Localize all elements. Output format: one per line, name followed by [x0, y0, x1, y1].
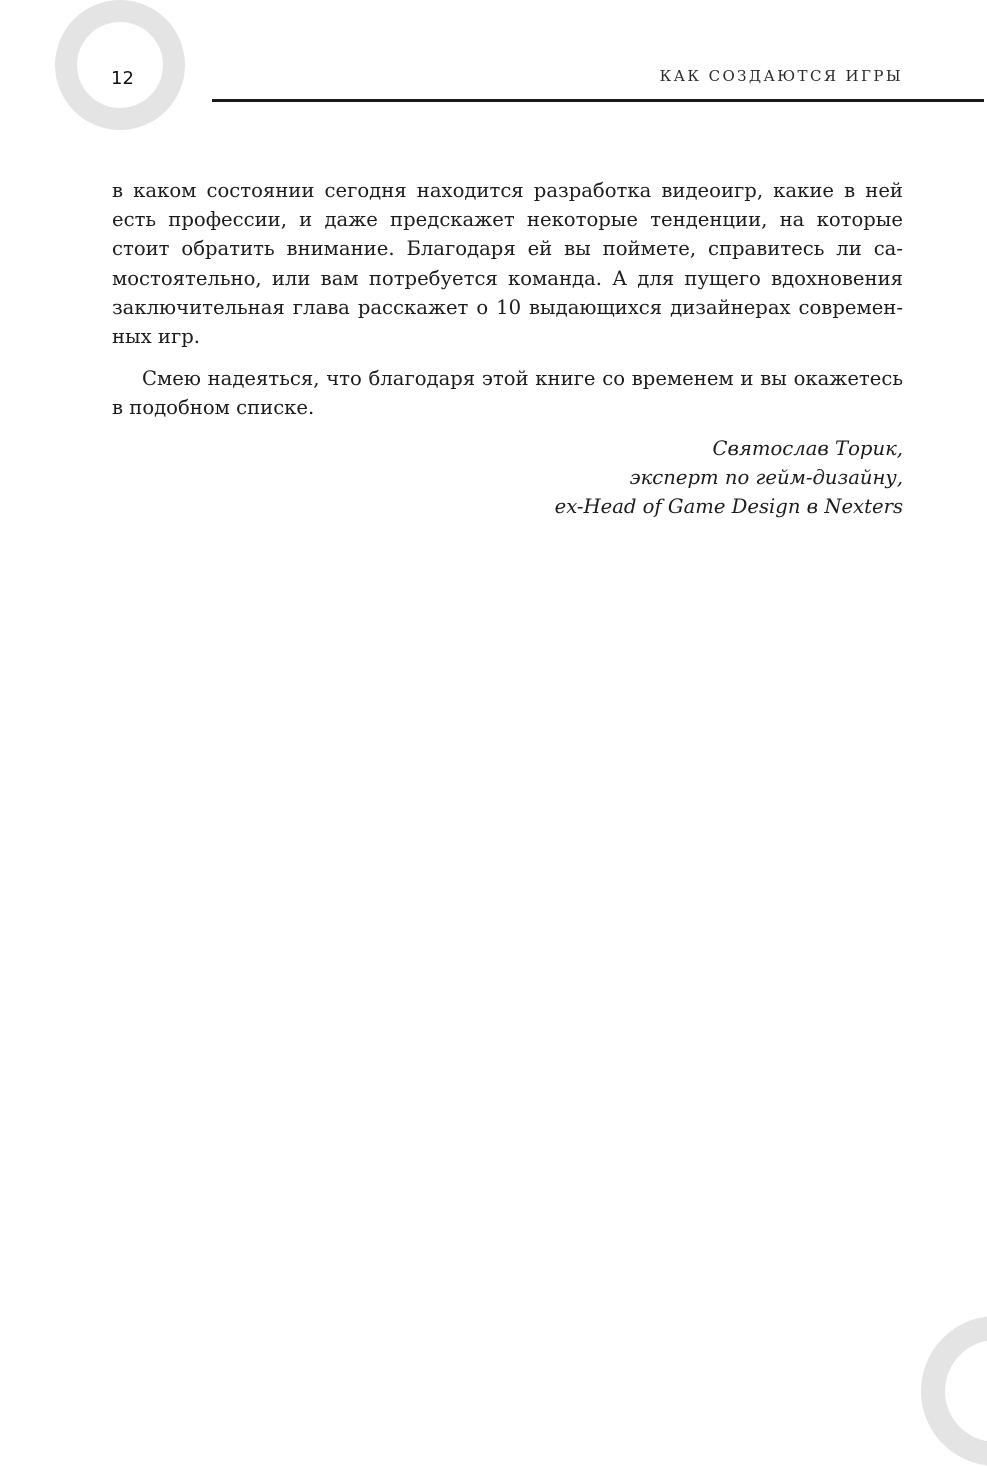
body-text — [112, 176, 903, 423]
signature-role: эксперт по гейм-дизайну, — [629, 466, 903, 490]
signature-position: ex-Head of Game Design в Nexters — [554, 495, 903, 519]
text-line: стоит обратить внимание. Благодаря ей вы поймете, справитесь ли са- — [112, 237, 903, 261]
header-rule — [212, 99, 984, 102]
text-line: ных игр. — [112, 325, 201, 349]
paragraph-gap — [112, 351, 903, 364]
running-title: КАК СОЗДАЮТСЯ ИГРЫ — [659, 67, 903, 85]
text-line: заключительная глава расскажет о 10 выдающихся дизайнерах современ- — [112, 295, 903, 319]
text-line: в каком состоянии сегодня находится разработка видеоигр, какие в ней — [112, 179, 903, 202]
signature-block — [303, 434, 903, 522]
page-number: 12 — [111, 68, 134, 89]
decorative-ring-bottom — [921, 1316, 987, 1466]
paragraph-2 — [112, 364, 903, 422]
text-line: в подобном списке. — [112, 396, 315, 420]
decorative-ring-top — [55, 0, 185, 130]
signature-name: Святослав Торик, — [712, 437, 903, 460]
text-line: Смею надеяться, что благодаря этой книге со временем и вы окажетесь — [142, 367, 903, 391]
text-line: есть профессии, и даже предскажет некоторые тенденции, на которые — [112, 208, 903, 232]
text-line: мостоятельно, или вам потребуется команда. А для пущего вдохновения — [112, 266, 903, 290]
paragraph-1 — [112, 176, 903, 351]
